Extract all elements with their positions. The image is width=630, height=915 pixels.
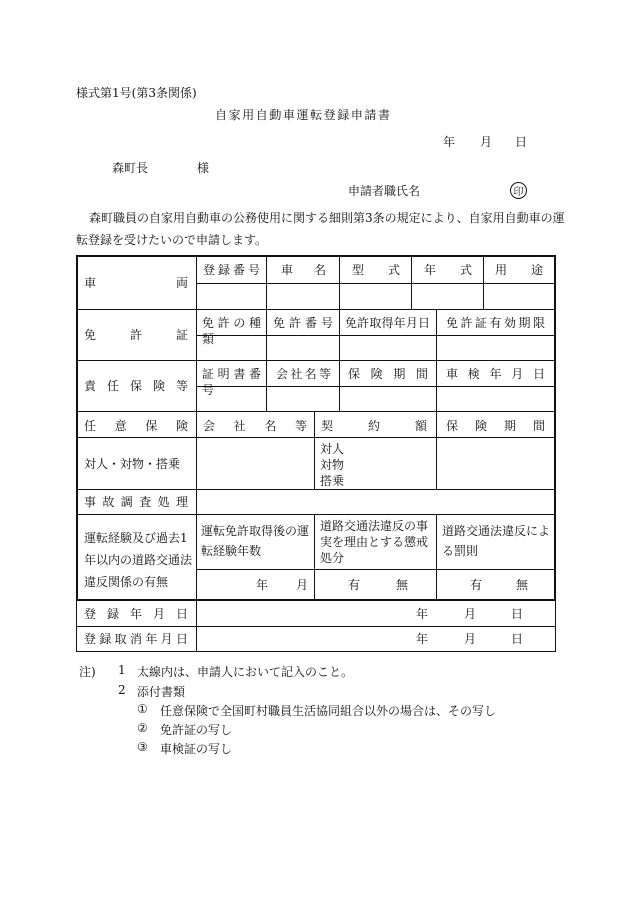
cancel-date-label: 登録取消年月日 <box>84 632 188 646</box>
license-no-header: 免許番号 <box>273 316 333 330</box>
voluntary-ins-label: 任意保険 <box>84 419 188 433</box>
note1-text: 太線内は、申請人において記入のこと。 <box>137 665 354 679</box>
exp-year-unit: 年 <box>256 578 269 592</box>
applicant-label: 申請者職氏名 <box>348 184 421 198</box>
penalty-header: 道路交通法違反による罰則 <box>442 524 551 558</box>
company-header: 会社名等 <box>276 367 331 381</box>
license-type-header: 免許の種類 <box>202 316 261 346</box>
reg-date-year: 年 <box>416 607 429 621</box>
vol-period-header: 保険期間 <box>446 419 545 433</box>
attachment3-number: ③ <box>137 740 148 754</box>
ins-period-header: 保険期間 <box>348 367 428 381</box>
license-expiry-header: 免許証有効期限 <box>446 316 545 330</box>
inspection-header: 車検年月日 <box>446 367 545 381</box>
seal-mark: 印 <box>510 182 527 199</box>
experience-years-header: 運転免許取得後の運転経験年数 <box>201 524 310 558</box>
date-year: 年 <box>443 135 456 149</box>
reg-no-header: 登録番号 <box>203 263 260 277</box>
exp-month-unit: 月 <box>296 578 309 592</box>
vol-company-header: 会社名等 <box>203 419 307 433</box>
cancel-date-year: 年 <box>416 632 429 646</box>
accident-label: 事故調査処理 <box>84 495 188 509</box>
attachment1-number: ① <box>137 702 148 716</box>
coverage-passenger: 搭乗 <box>320 474 345 488</box>
attachment2-text: 免許証の写し <box>160 723 233 737</box>
addressee: 森町長 <box>112 161 149 175</box>
date-month: 月 <box>480 135 493 149</box>
reg-date-month: 月 <box>464 607 477 621</box>
attachment1-text: 任意保険で全国町村職員生活協同組合以外の場合は、その写し <box>160 704 497 718</box>
model-header: 型式 <box>352 263 400 277</box>
license-label: 免許証 <box>84 328 188 342</box>
note1-number: 1 <box>118 663 126 677</box>
car-name-header: 車名 <box>281 263 326 277</box>
liability-label: 責任保険等 <box>84 379 188 393</box>
coverage-label: 対人・対物・搭乗 <box>84 457 181 471</box>
cancel-date-month: 月 <box>464 632 477 646</box>
contract-amount-header: 契約額 <box>321 419 427 433</box>
note2-text: 添付書類 <box>137 685 186 699</box>
penalty-yes: 有 <box>470 578 483 592</box>
reg-date-day: 日 <box>511 607 524 621</box>
disciplinary-yes: 有 <box>348 578 361 592</box>
attachment3-text: 車検証の写し <box>160 742 233 756</box>
reg-date-label: 登録年月日 <box>84 607 188 621</box>
notes-label: 注) <box>79 665 96 679</box>
honorific: 様 <box>197 161 210 175</box>
history-label: 運転経験及び過去1年以内の道路交通法違反関係の有無 <box>84 531 193 589</box>
document-title: 自家用自動車運転登録申請書 <box>215 108 390 122</box>
form-number: 様式第1号(第3条関係) <box>76 86 197 100</box>
usage-header: 用途 <box>495 263 543 277</box>
date-day: 日 <box>515 135 528 149</box>
year-model-header: 年式 <box>424 263 472 277</box>
coverage-property: 対物 <box>320 458 345 472</box>
note2-number: 2 <box>118 683 126 697</box>
cancel-date-day: 日 <box>511 632 524 646</box>
license-date-header: 免許取得年月日 <box>345 316 430 330</box>
disciplinary-no: 無 <box>396 578 409 592</box>
attachment2-number: ② <box>137 721 148 735</box>
body-text-line2: 転登録を受けたいので申請します。 <box>76 233 268 247</box>
coverage-person: 対人 <box>320 442 345 456</box>
disciplinary-header: 道路交通法違反の事実を理由とする懲戒処分 <box>320 519 429 565</box>
cert-no-header: 証明書番号 <box>202 367 261 397</box>
vehicle-label: 車両 <box>84 276 188 290</box>
body-text-line1: 森町職員の自家用自動車の公務使用に関する細則第3条の規定により、自家用自動車の運 <box>89 211 565 225</box>
penalty-no: 無 <box>516 578 529 592</box>
